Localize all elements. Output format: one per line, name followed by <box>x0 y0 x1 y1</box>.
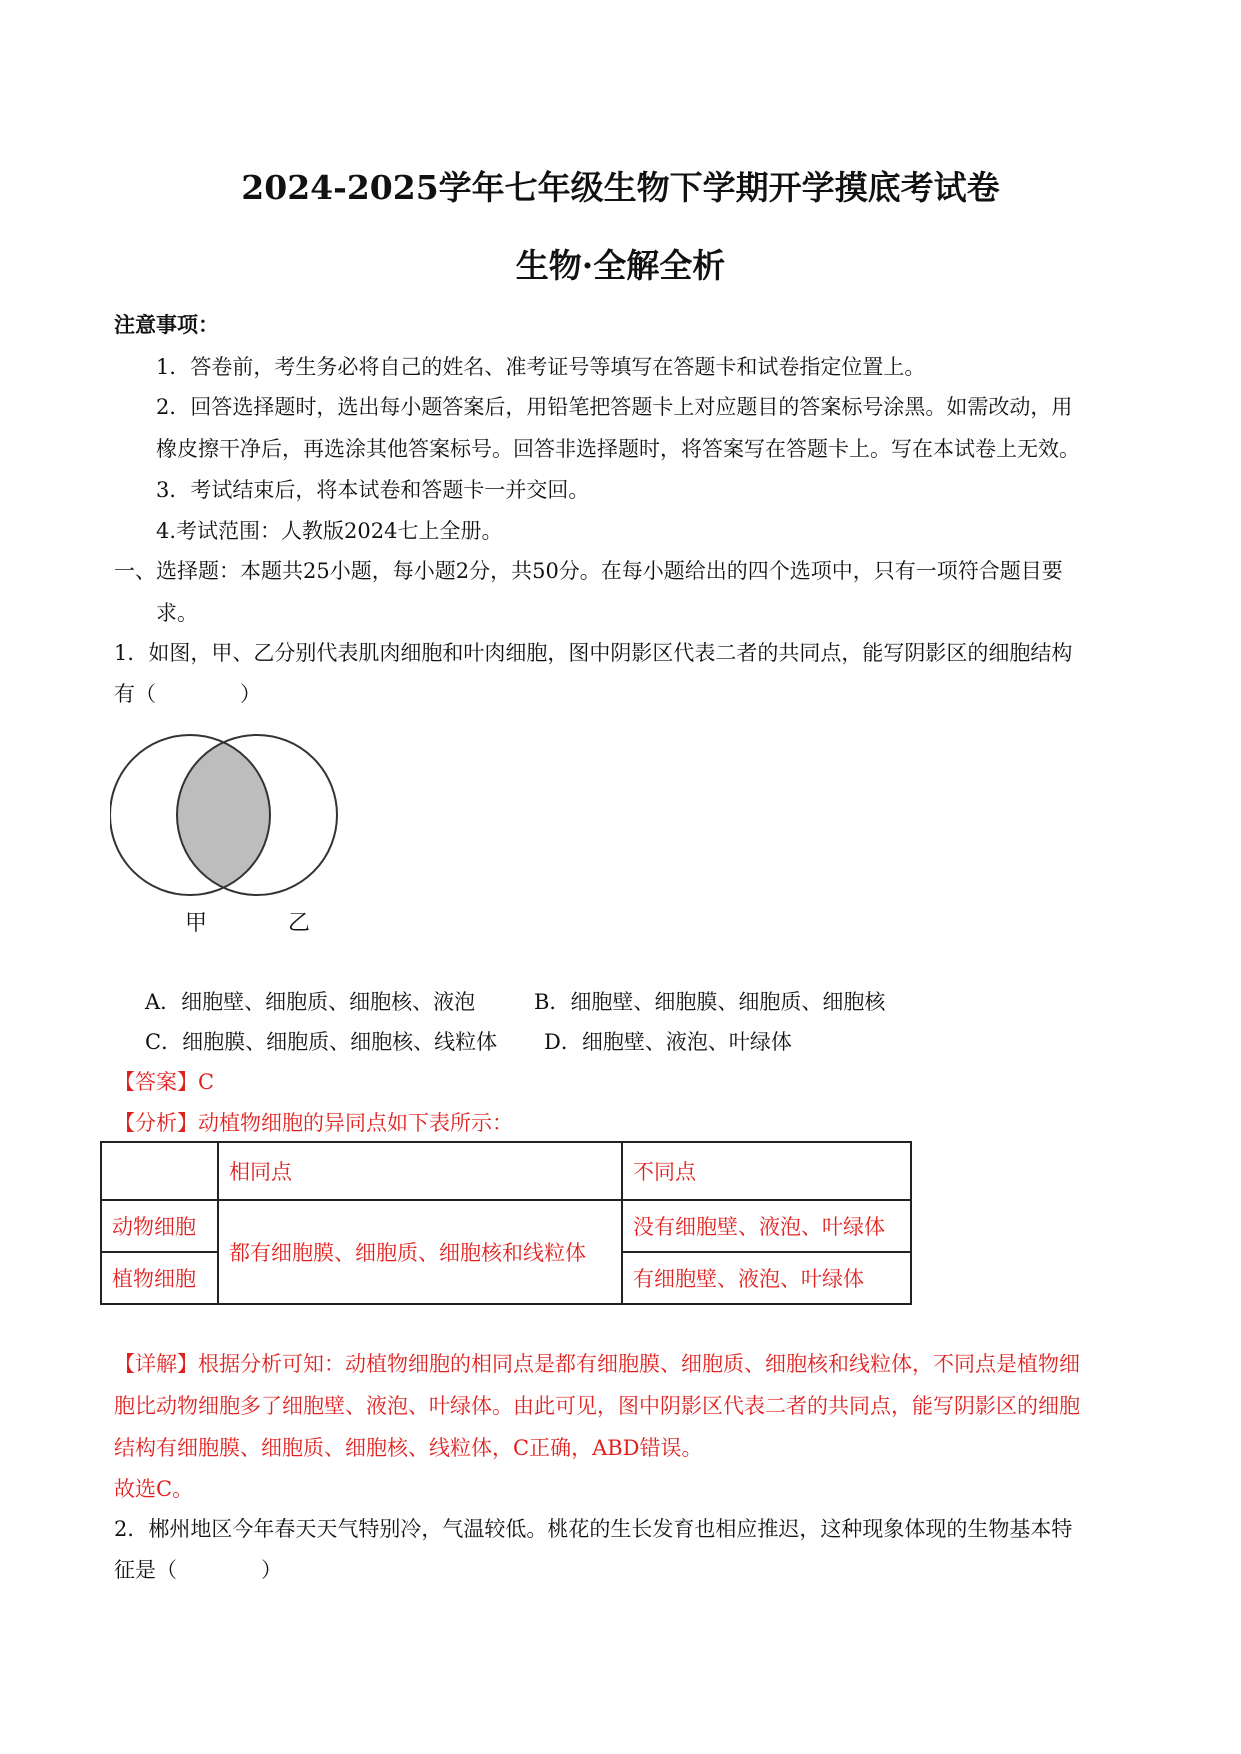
option-c: C．细胞膜、细胞质、细胞核、线粒体 <box>145 1030 498 1054</box>
question-2-stem-line-2: 征是（ ） <box>114 1558 282 1582</box>
option-a: A．细胞壁、细胞质、细胞核、液泡 <box>145 990 476 1014</box>
conclusion-line: 故选C。 <box>114 1477 194 1501</box>
table-header-same: 相同点 <box>218 1142 622 1200</box>
notice-item-3: 3．考试结束后，将本试卷和答题卡一并交回。 <box>156 478 590 502</box>
detail-line-2: 胞比动物细胞多了细胞壁、液泡、叶绿体。由此可见，图中阴影区代表二者的共同点，能写阴影区的细胞 <box>114 1394 1080 1418</box>
option-d: D．细胞壁、液泡、叶绿体 <box>544 1030 792 1054</box>
table-header-row <box>101 1142 911 1200</box>
notice-heading: 注意事项： <box>114 312 219 337</box>
table-row-label-animal: 动物细胞 <box>101 1200 218 1252</box>
table-cell-plant-diff: 有细胞壁、液泡、叶绿体 <box>622 1252 911 1304</box>
page-subtitle: 生物·全解全析 <box>515 246 726 285</box>
question-2-stem-line-1: 2．郴州地区今年春天天气特别冷，气温较低。桃花的生长发育也相应推迟，这种现象体现的生物基本特 <box>114 1517 1073 1541</box>
table-row-label-plant: 植物细胞 <box>101 1252 218 1304</box>
table-cell-same: 都有细胞膜、细胞质、细胞核和线粒体 <box>218 1200 622 1304</box>
notice-item-2-line-1: 2．回答选择题时，选出每小题答案后，用铅笔把答题卡上对应题目的答案标号涂黑。如需改动，用 <box>156 395 1073 419</box>
analysis-table <box>100 1141 912 1305</box>
venn-diagram <box>110 730 372 960</box>
section-heading-line-2: 求。 <box>156 601 198 625</box>
option-b: B．细胞壁、细胞膜、细胞质、细胞核 <box>534 990 886 1014</box>
notice-item-2-line-2: 橡皮擦干净后，再选涂其他答案标号。回答非选择题时，将答案写在答题卡上。写在本试卷上无效。 <box>156 437 1080 461</box>
table-header-diff: 不同点 <box>622 1142 911 1200</box>
analysis-line: 【分析】动植物细胞的异同点如下表所示： <box>114 1111 513 1135</box>
answer-line: 【答案】C <box>114 1070 215 1094</box>
question-1-stem-line-1: 1．如图，甲、乙分别代表肌肉细胞和叶肉细胞，图中阴影区代表二者的共同点，能写阴影区的细胞结构 <box>114 641 1073 665</box>
notice-item-1: 1．答卷前，考生务必将自己的姓名、准考证号等填写在答题卡和试卷指定位置上。 <box>156 355 926 379</box>
section-heading-line-1: 一、选择题：本题共25小题，每小题2分，共50分。在每小题给出的四个选项中，只有一项符合题目要 <box>114 559 1063 583</box>
venn-label-left: 甲 <box>185 911 208 936</box>
detail-line-1: 【详解】根据分析可知：动植物细胞的相同点是都有细胞膜、细胞质、细胞核和线粒体，不同点是植物细 <box>114 1352 1080 1376</box>
notice-item-4: 4.考试范围：人教版2024七上全册。 <box>156 519 503 543</box>
table-row <box>101 1200 911 1252</box>
page-title: 2024-2025学年七年级生物下学期开学摸底考试卷 <box>241 168 1000 207</box>
table-cell-animal-diff: 没有细胞壁、液泡、叶绿体 <box>622 1200 911 1252</box>
table-header-empty <box>101 1142 218 1200</box>
venn-label-right: 乙 <box>288 911 311 936</box>
question-1-stem-line-2: 有（ ） <box>114 682 261 706</box>
detail-line-3: 结构有细胞膜、细胞质、细胞核、线粒体，C正确，ABD错误。 <box>114 1436 703 1460</box>
